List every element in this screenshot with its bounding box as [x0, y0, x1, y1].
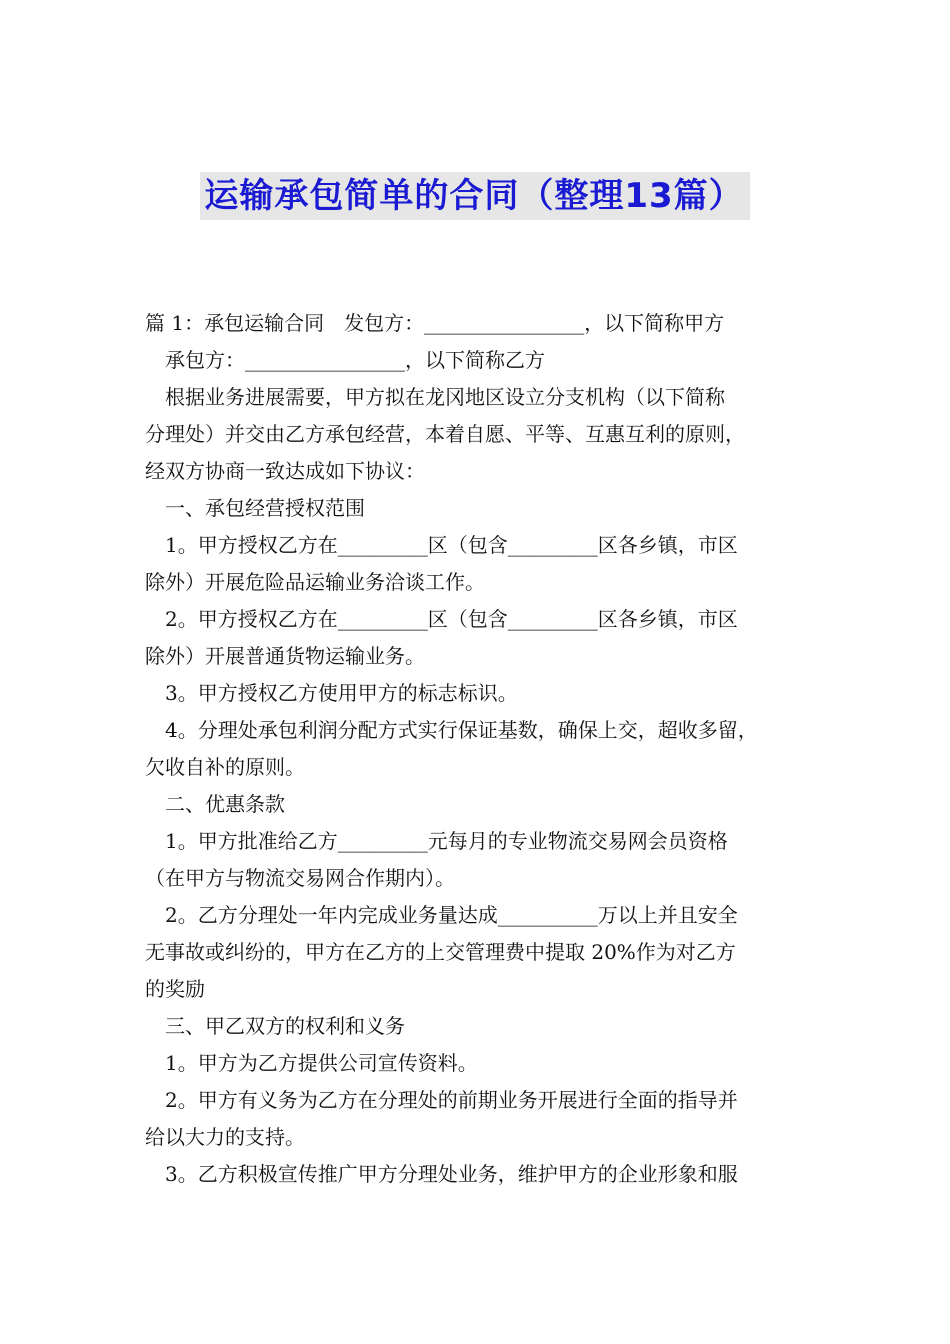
paragraph-line: 2。甲方授权乙方在_________区（包含_________区各乡镇，市区 — [165, 607, 738, 631]
paragraph-line: （在甲方与物流交易网合作期内）。 — [145, 866, 455, 890]
paragraph-line: 3。甲方授权乙方使用甲方的标志标识。 — [165, 681, 518, 705]
paragraph-line: 承包方：________________，以下简称乙方 — [165, 348, 545, 372]
paragraph-line: 经双方协商一致达成如下协议： — [145, 459, 425, 483]
title-container — [0, 172, 950, 220]
paragraph-line: 1。甲方为乙方提供公司宣传资料。 — [165, 1051, 478, 1075]
paragraph-line: 无事故或纠纷的，甲方在乙方的上交管理费中提取 20%作为对乙方 — [145, 940, 736, 964]
paragraph-line: 给以大力的支持。 — [145, 1125, 305, 1149]
paragraph-line: 分理处）并交由乙方承包经营，本着自愿、平等、互惠互利的原则， — [145, 422, 745, 446]
section-heading: 一、承包经营授权范围 — [165, 496, 365, 520]
paragraph-line: 1。甲方授权乙方在_________区（包含_________区各乡镇，市区 — [165, 533, 738, 557]
section-heading: 二、优惠条款 — [165, 792, 285, 816]
paragraph-line: 4。分理处承包利润分配方式实行保证基数，确保上交，超收多留， — [165, 718, 758, 742]
paragraph-line: 3。乙方积极宣传推广甲方分理处业务，维护甲方的企业形象和服 — [165, 1162, 738, 1186]
paragraph-line: 1。甲方批准给乙方_________元每月的专业物流交易网会员资格 — [165, 829, 728, 853]
paragraph-line: 欠收自补的原则。 — [145, 755, 305, 779]
paragraph-line: 2。甲方有义务为乙方在分理处的前期业务开展进行全面的指导并 — [165, 1088, 738, 1112]
paragraph-line: 除外）开展普通货物运输业务。 — [145, 644, 425, 668]
paragraph-line: 2。乙方分理处一年内完成业务量达成__________万以上并且安全 — [165, 903, 738, 927]
document-body — [145, 305, 815, 1193]
paragraph-line: 根据业务进展需要，甲方拟在龙冈地区设立分支机构（以下简称 — [165, 385, 725, 409]
paragraph-line: 的奖励 — [145, 977, 205, 1001]
section-heading: 三、甲乙双方的权利和义务 — [165, 1014, 405, 1038]
document-title: 运输承包简单的合同（整理13篇） — [200, 172, 749, 220]
paragraph-line: 除外）开展危险品运输业务洽谈工作。 — [145, 570, 485, 594]
paragraph-line: 篇 1：承包运输合同 发包方：________________，以下简称甲方 — [145, 311, 725, 335]
